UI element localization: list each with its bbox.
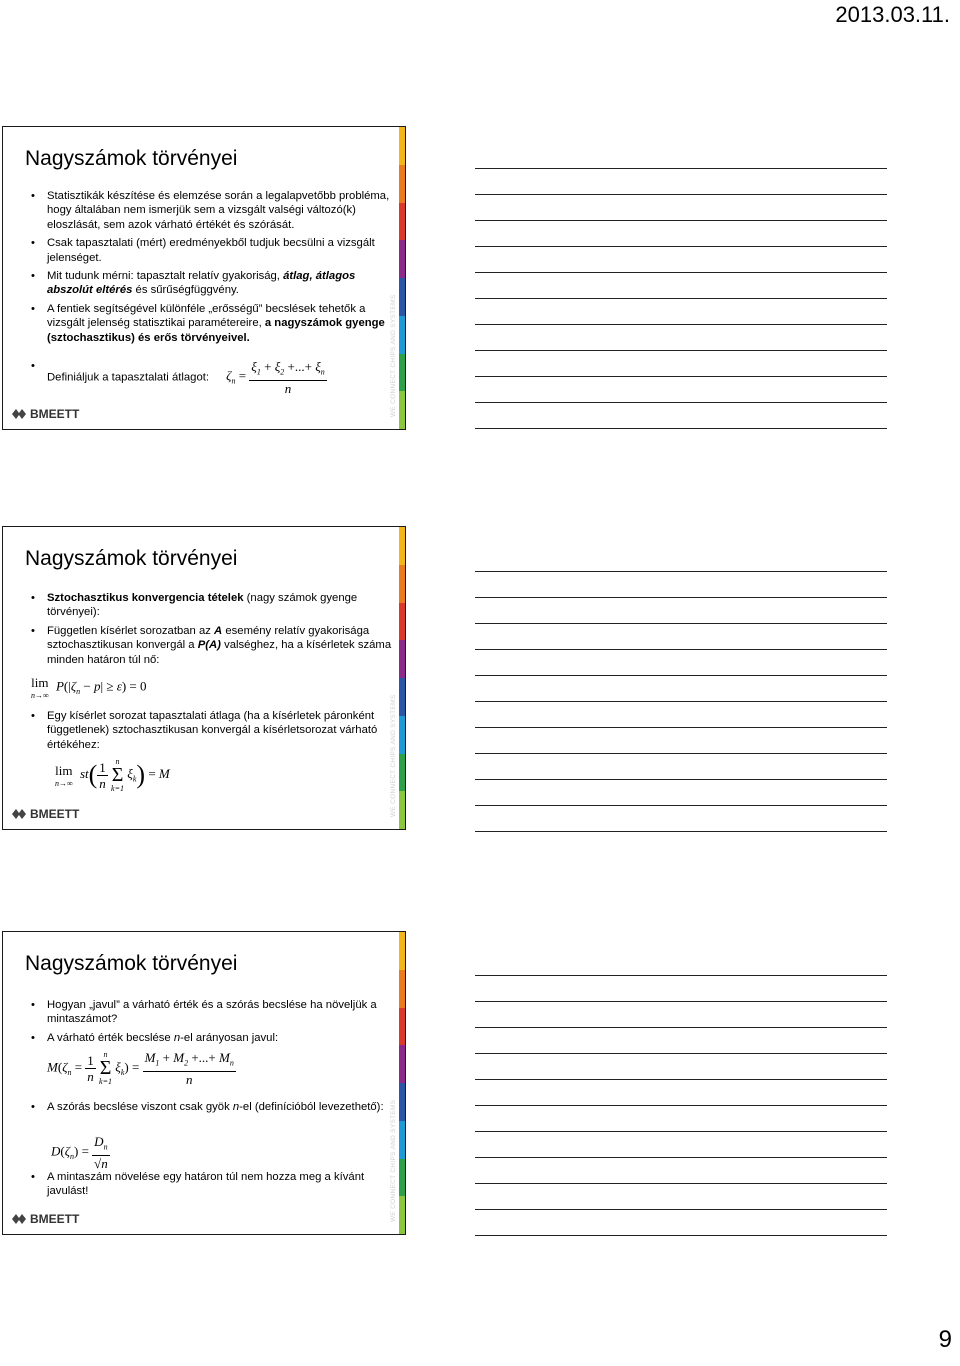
- note-line: [475, 1027, 887, 1028]
- note-line: [475, 701, 887, 702]
- side-text: WE CONNECT CHIPS AND SYSTEMS: [390, 294, 397, 417]
- bullet-item: • Hogyan „javul” a várható érték és a szórás becslése ha növeljük a mintaszámot?: [31, 998, 393, 1027]
- bullet-list: [31, 189, 393, 400]
- bullet-list: [31, 998, 393, 1049]
- page-number: 9: [938, 1326, 952, 1353]
- formula-variance: $D(\zeta_n)$ = $\frac{D_n}{√n}$: [51, 1134, 108, 1171]
- stripe-segment: [399, 970, 405, 1008]
- stripe-segment: [399, 354, 405, 392]
- logo-icon: [11, 1212, 27, 1226]
- bullet-item: • A várható érték becslése n-el arányosan javul:: [31, 1031, 393, 1045]
- color-stripe: [399, 127, 405, 429]
- note-line: [475, 779, 887, 780]
- bullet-item: • Statisztikák készítése és elemzése során a legalapvetőbb probléma, hogy általában nem ismerjük sem a vizsgált valségi változó(k) eloszlását, sem azok várható értékét és szórását.: [31, 189, 393, 232]
- bullet-item: • Független kísérlet sorozatban az A esemény relatív gyakorisága sztochasztikusan konvergál a P(A) valséghez, ha a kísérletek száma minden határon túl nő:: [31, 624, 393, 667]
- stripe-segment: [399, 754, 405, 792]
- color-stripe: [399, 932, 405, 1234]
- stripe-segment: [399, 278, 405, 316]
- notes-lines-1: [475, 168, 887, 429]
- note-line: [475, 376, 887, 377]
- bullet-list: [31, 591, 393, 671]
- note-line: [475, 623, 887, 624]
- formula-mean-estimate: $M(\zeta_n$ = $\frac{1}{n}$ n Σ k=1 $\xi_k$) = $\frac{M_1 + M_2 +...+ M_n}{n}$: [47, 1050, 234, 1087]
- stripe-segment: [399, 1196, 405, 1234]
- stripe-segment: [399, 603, 405, 641]
- slide-2: [2, 526, 406, 830]
- formula-limit-1: lim n→∞ $P(|\zeta_n - p| \ge \varepsilon) = 0$: [31, 675, 147, 700]
- stripe-segment: [399, 791, 405, 829]
- bullet-item: • A fentiek segítségével különféle „erősségű” becslések tehetők a vizsgált jelenség statisztikai paramétereire, a nagyszámok gyenge (sztochasztikus) és erős törvényeivel.: [31, 302, 393, 345]
- stripe-segment: [399, 391, 405, 429]
- slide-1: [2, 126, 406, 430]
- stripe-segment: [399, 1045, 405, 1083]
- note-line: [475, 1183, 887, 1184]
- notes-lines-3: [475, 975, 887, 1236]
- note-line: [475, 1157, 887, 1158]
- stripe-segment: [399, 1121, 405, 1159]
- note-line: [475, 727, 887, 728]
- logo: BMEETT: [11, 1212, 79, 1226]
- note-line: [475, 1079, 887, 1080]
- logo-icon: [11, 407, 27, 421]
- stripe-segment: [399, 932, 405, 970]
- slide-title: Nagyszámok törvényei: [25, 952, 238, 975]
- formula-mean: $\zeta_n$ = $\frac{\xi_1 + \xi_2 +...+ \xi_n}{n}$: [226, 359, 325, 396]
- stripe-segment: [399, 1083, 405, 1121]
- note-line: [475, 975, 887, 976]
- stripe-segment: [399, 565, 405, 603]
- stripe-segment: [399, 716, 405, 754]
- bullet-item: • Csak tapasztalati (mért) eredményekből tudjuk becsülni a vizsgált jelenséget.: [31, 236, 393, 265]
- stripe-segment: [399, 1159, 405, 1197]
- bullet-item: • Mit tudunk mérni: tapasztalt relatív gyakoriság, átlag, átlagos abszolút eltérés és sűrűségfüggvény.: [31, 269, 393, 298]
- note-line: [475, 1131, 887, 1132]
- note-line: [475, 597, 887, 598]
- slide-3: [2, 931, 406, 1235]
- note-line: [475, 220, 887, 221]
- logo: BMEETT: [11, 407, 79, 421]
- notes-lines-2: [475, 571, 887, 832]
- stripe-segment: [399, 165, 405, 203]
- note-line: [475, 428, 887, 429]
- note-line: [475, 324, 887, 325]
- side-text: WE CONNECT CHIPS AND SYSTEMS: [390, 694, 397, 817]
- note-line: [475, 298, 887, 299]
- stripe-segment: [399, 527, 405, 565]
- stripe-segment: [399, 678, 405, 716]
- stripe-segment: [399, 640, 405, 678]
- slide-title: Nagyszámok törvényei: [25, 547, 238, 570]
- note-line: [475, 571, 887, 572]
- note-line: [475, 168, 887, 169]
- note-line: [475, 402, 887, 403]
- stripe-segment: [399, 316, 405, 354]
- note-line: [475, 1001, 887, 1002]
- stripe-segment: [399, 240, 405, 278]
- bullet-list: [31, 1170, 393, 1203]
- bullet-item: • A mintaszám növelése egy határon túl nem hozza meg a kívánt javulást!: [31, 1170, 393, 1199]
- bullet-item: • Egy kísérlet sorozat tapasztalati átlaga (ha a kísérletek páronként függetlenek) sztochasztikusan konvergál a kísérletsorozat várható értékéhez:: [31, 709, 393, 752]
- note-line: [475, 272, 887, 273]
- note-line: [475, 805, 887, 806]
- note-line: [475, 675, 887, 676]
- note-line: [475, 1053, 887, 1054]
- bullet-list: [31, 1100, 393, 1118]
- logo-icon: [11, 807, 27, 821]
- bullet-item: • Sztochasztikus konvergencia tételek (nagy számok gyenge törvényei):: [31, 591, 393, 620]
- logo: BMEETT: [11, 807, 79, 821]
- note-line: [475, 1105, 887, 1106]
- note-line: [475, 649, 887, 650]
- stripe-segment: [399, 203, 405, 241]
- formula-limit-2: lim n→∞ st( $\frac{1}{n}$ n Σ k=1 $\xi_k) = M$: [55, 757, 170, 793]
- bullet-list: [31, 709, 393, 756]
- stripe-segment: [399, 1008, 405, 1046]
- stripe-segment: [399, 127, 405, 165]
- note-line: [475, 194, 887, 195]
- side-text: WE CONNECT CHIPS AND SYSTEMS: [390, 1099, 397, 1222]
- date-header: 2013.03.11.: [835, 2, 950, 27]
- note-line: [475, 753, 887, 754]
- note-line: [475, 1235, 887, 1236]
- slide-title: Nagyszámok törvényei: [25, 147, 238, 170]
- bullet-item: • Definiáljuk a tapasztalati átlagot: $\zeta_n$ = $\frac{\xi_1 + \xi_2 +...+ \xi_n}{n}$: [31, 359, 393, 396]
- note-line: [475, 831, 887, 832]
- color-stripe: [399, 527, 405, 829]
- note-line: [475, 1209, 887, 1210]
- note-line: [475, 246, 887, 247]
- bullet-item: • A szórás becslése viszont csak gyök n-el (definícióból levezethető):: [31, 1100, 393, 1114]
- note-line: [475, 350, 887, 351]
